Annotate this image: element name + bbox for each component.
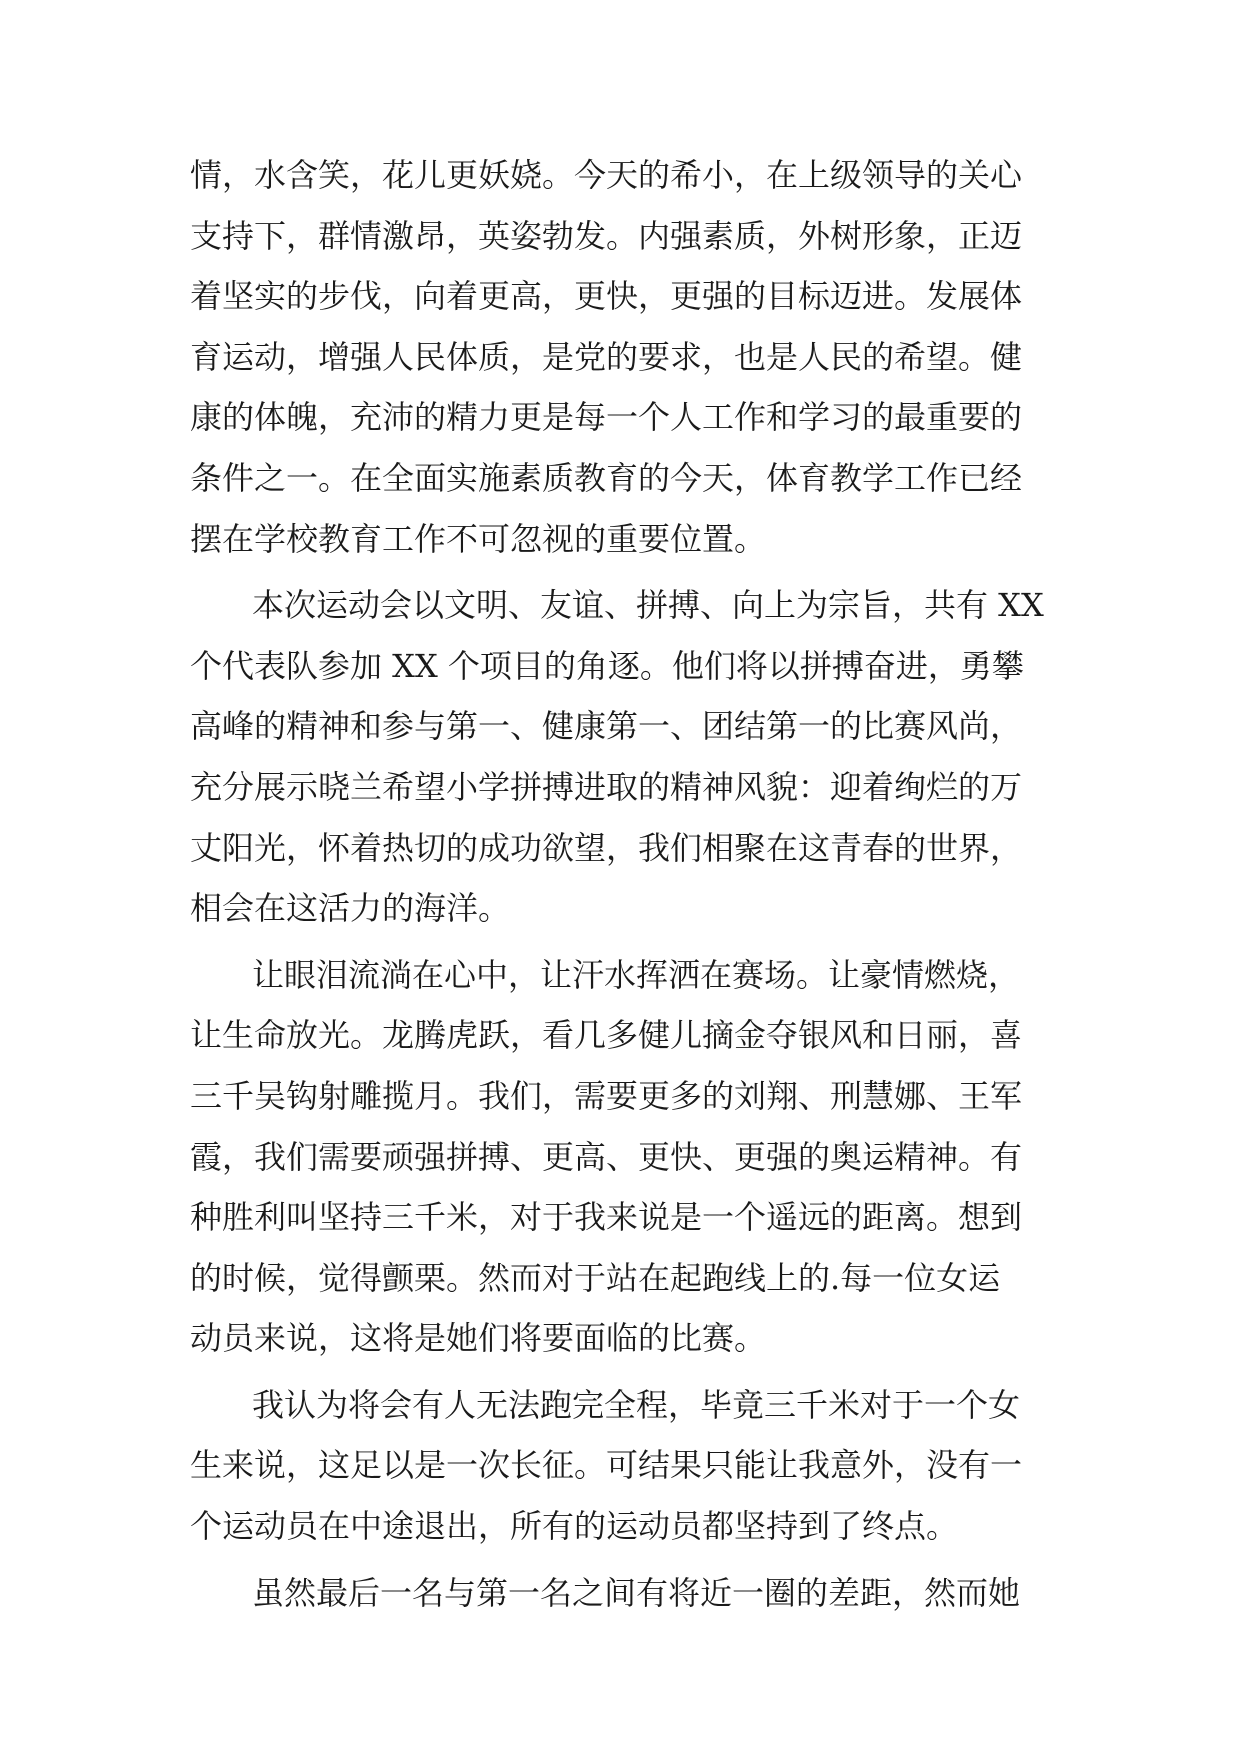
text-line: 情，水含笑，花儿更妖娆。今天的希小，在上级领导的关心 <box>190 156 1023 194</box>
text-line: 支持下，群情激昂，英姿勃发。内强素质，外树形象，正迈 <box>190 216 1023 255</box>
paragraph-2 <box>190 575 1070 939</box>
text-line: 相会在这活力的海洋。 <box>190 889 511 928</box>
text-line: 种胜利叫坚持三千米，对于我来说是一个遥远的距离。想到 <box>190 1198 1023 1237</box>
text-line: 康的体魄，充沛的精力更是每一个人工作和学习的最重要的 <box>190 398 1023 437</box>
paragraph-4 <box>190 1375 1070 1557</box>
text-line: 三千吴钩射雕揽月。我们，需要更多的刘翔、刑慧娜、王军 <box>190 1076 1023 1115</box>
text-line: 让眼泪流淌在心中，让汗水挥洒在赛场。让豪情燃烧， <box>252 955 1021 994</box>
text-line: 个代表队参加 XX 个项目的角逐。他们将以拼搏奋进，勇攀 <box>190 646 1024 685</box>
text-line: 虽然最后一名与第一名之间有将近一圈的差距，然而她 <box>252 1573 1021 1612</box>
text-line: 动员来说，这将是她们将要面临的比赛。 <box>190 1319 767 1358</box>
paragraph-1 <box>190 145 1070 569</box>
text-line: 本次运动会以文明、友谊、拼搏、向上为宗旨，共有 XX <box>252 586 1044 625</box>
text-line: 丈阳光，怀着热切的成功欲望，我们相聚在这青春的世界， <box>190 828 1023 867</box>
text-line: 生来说，这足以是一次长征。可结果只能让我意外，没有一 <box>190 1446 1023 1485</box>
text-line: 的时候，觉得颤栗。然而对于站在起跑线上的.每一位女运 <box>190 1258 1001 1297</box>
text-line: 育运动，增强人民体质，是党的要求，也是人民的希望。健 <box>190 337 1023 376</box>
text-line: 让生命放光。龙腾虎跃，看几多健儿摘金夺银风和日丽，喜 <box>190 1016 1023 1055</box>
text-line: 个运动员在中途退出，所有的运动员都坚持到了终点。 <box>190 1507 959 1546</box>
text-line: 条件之一。在全面实施素质教育的今天，体育教学工作已经 <box>190 458 1023 497</box>
text-line: 我认为将会有人无法跑完全程，毕竟三千米对于一个女 <box>252 1385 1021 1424</box>
text-line: 摆在学校教育工作不可忽视的重要位置。 <box>190 519 767 558</box>
paragraph-5 <box>190 1563 1070 1624</box>
paragraph-3 <box>190 945 1070 1369</box>
text-line: 充分展示晓兰希望小学拼搏进取的精神风貌：迎着绚烂的万 <box>190 767 1023 806</box>
document-body <box>190 145 1070 1623</box>
text-line: 着坚实的步伐，向着更高，更快，更强的目标迈进。发展体 <box>190 277 1023 316</box>
text-line: 霞，我们需要顽强拼搏、更高、更快、更强的奥运精神。有 <box>190 1137 1023 1176</box>
text-line: 高峰的精神和参与第一、健康第一、团结第一的比赛风尚， <box>190 707 1023 746</box>
